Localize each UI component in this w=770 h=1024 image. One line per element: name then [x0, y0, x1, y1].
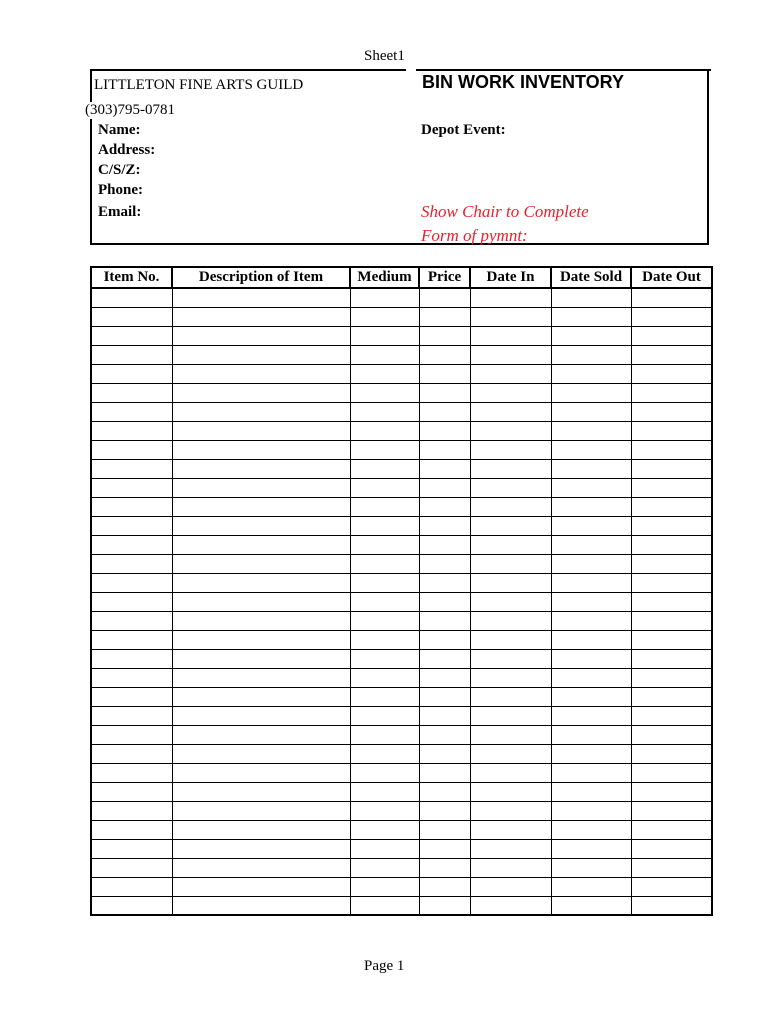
table-cell[interactable]	[350, 896, 419, 915]
table-row	[91, 326, 712, 345]
table-cell[interactable]	[350, 763, 419, 782]
table-cell[interactable]	[470, 345, 551, 364]
table-cell[interactable]	[91, 896, 172, 915]
table-cell[interactable]	[551, 706, 631, 725]
table-cell[interactable]	[172, 573, 350, 592]
table-row	[91, 440, 712, 459]
table-cell[interactable]	[350, 820, 419, 839]
table-cell[interactable]	[551, 668, 631, 687]
table-cell[interactable]	[631, 478, 712, 497]
table-cell[interactable]	[470, 801, 551, 820]
table-cell[interactable]	[350, 592, 419, 611]
table-cell[interactable]	[419, 706, 470, 725]
table-cell[interactable]	[350, 839, 419, 858]
table-row	[91, 877, 712, 896]
table-cell[interactable]	[350, 554, 419, 573]
table-cell[interactable]	[91, 649, 172, 668]
table-cell[interactable]	[551, 421, 631, 440]
table-cell[interactable]	[172, 668, 350, 687]
table-cell[interactable]	[631, 858, 712, 877]
table-cell[interactable]	[91, 839, 172, 858]
table-cell[interactable]	[470, 592, 551, 611]
table-cell[interactable]	[419, 573, 470, 592]
column-header-medium: Medium	[350, 267, 419, 288]
table-row	[91, 535, 712, 554]
table-cell[interactable]	[350, 877, 419, 896]
table-cell[interactable]	[419, 288, 470, 307]
table-row	[91, 307, 712, 326]
table-cell[interactable]	[470, 535, 551, 554]
table-row	[91, 763, 712, 782]
table-cell[interactable]	[631, 383, 712, 402]
table-cell[interactable]	[470, 725, 551, 744]
table-cell[interactable]	[91, 364, 172, 383]
table-cell[interactable]	[631, 725, 712, 744]
table-cell[interactable]	[350, 801, 419, 820]
table-cell[interactable]	[551, 858, 631, 877]
table-cell[interactable]	[470, 573, 551, 592]
table-cell[interactable]	[631, 421, 712, 440]
table-cell[interactable]	[551, 345, 631, 364]
table-cell[interactable]	[419, 421, 470, 440]
table-cell[interactable]	[172, 440, 350, 459]
table-row	[91, 288, 712, 307]
table-cell[interactable]	[631, 801, 712, 820]
table-cell[interactable]	[172, 592, 350, 611]
table-cell[interactable]	[551, 478, 631, 497]
table-cell[interactable]	[350, 497, 419, 516]
table-cell[interactable]	[551, 820, 631, 839]
table-cell[interactable]	[91, 820, 172, 839]
table-cell[interactable]	[470, 402, 551, 421]
table-cell[interactable]	[91, 706, 172, 725]
column-header-date-in: Date In	[470, 267, 551, 288]
table-cell[interactable]	[350, 535, 419, 554]
table-cell[interactable]	[91, 497, 172, 516]
table-row	[91, 782, 712, 801]
table-cell[interactable]	[172, 649, 350, 668]
table-cell[interactable]	[419, 820, 470, 839]
table-cell[interactable]	[631, 440, 712, 459]
table-cell[interactable]	[350, 516, 419, 535]
table-cell[interactable]	[172, 725, 350, 744]
table-cell[interactable]	[91, 611, 172, 630]
table-row	[91, 725, 712, 744]
table-cell[interactable]	[551, 896, 631, 915]
table-cell[interactable]	[551, 649, 631, 668]
table-row	[91, 706, 712, 725]
table-row	[91, 383, 712, 402]
table-cell[interactable]	[350, 706, 419, 725]
table-cell[interactable]	[470, 649, 551, 668]
table-cell[interactable]	[350, 364, 419, 383]
table-cell[interactable]	[470, 877, 551, 896]
table-cell[interactable]	[419, 516, 470, 535]
table-cell[interactable]	[350, 440, 419, 459]
table-row	[91, 497, 712, 516]
table-cell[interactable]	[419, 668, 470, 687]
table-cell[interactable]	[631, 706, 712, 725]
table-cell[interactable]	[419, 839, 470, 858]
table-cell[interactable]	[551, 630, 631, 649]
table-row	[91, 839, 712, 858]
table-cell[interactable]	[91, 421, 172, 440]
table-cell[interactable]	[631, 782, 712, 801]
table-cell[interactable]	[350, 649, 419, 668]
table-cell[interactable]	[551, 440, 631, 459]
table-cell[interactable]	[350, 630, 419, 649]
table-cell[interactable]	[419, 858, 470, 877]
table-cell[interactable]	[470, 858, 551, 877]
table-cell[interactable]	[350, 687, 419, 706]
table-cell[interactable]	[470, 364, 551, 383]
table-row	[91, 687, 712, 706]
table-cell[interactable]	[419, 877, 470, 896]
table-cell[interactable]	[172, 345, 350, 364]
table-cell[interactable]	[470, 687, 551, 706]
table-cell[interactable]	[172, 478, 350, 497]
table-cell[interactable]	[631, 763, 712, 782]
table-cell[interactable]	[350, 459, 419, 478]
column-header-date-sold: Date Sold	[551, 267, 631, 288]
table-cell[interactable]	[470, 421, 551, 440]
table-cell[interactable]	[631, 839, 712, 858]
guild-name: LITTLETON FINE ARTS GUILD	[94, 77, 304, 93]
table-cell[interactable]	[631, 592, 712, 611]
inventory-body	[91, 288, 712, 915]
table-cell[interactable]	[470, 782, 551, 801]
table-cell[interactable]	[631, 554, 712, 573]
table-cell[interactable]	[350, 478, 419, 497]
table-cell[interactable]	[631, 896, 712, 915]
table-cell[interactable]	[470, 516, 551, 535]
table-cell[interactable]	[172, 839, 350, 858]
table-cell[interactable]	[419, 801, 470, 820]
table-cell[interactable]	[419, 896, 470, 915]
table-cell[interactable]	[419, 497, 470, 516]
table-cell[interactable]	[350, 326, 419, 345]
table-header-row	[91, 267, 712, 288]
table-cell[interactable]	[419, 725, 470, 744]
table-cell[interactable]	[631, 630, 712, 649]
table-cell[interactable]	[631, 402, 712, 421]
table-row	[91, 402, 712, 421]
table-cell[interactable]	[470, 307, 551, 326]
table-cell[interactable]	[172, 459, 350, 478]
table-cell[interactable]	[91, 687, 172, 706]
table-cell[interactable]	[172, 554, 350, 573]
table-row	[91, 668, 712, 687]
table-cell[interactable]	[631, 364, 712, 383]
table-cell[interactable]	[91, 744, 172, 763]
table-cell[interactable]	[551, 326, 631, 345]
table-cell[interactable]	[172, 402, 350, 421]
table-cell[interactable]	[551, 782, 631, 801]
table-cell[interactable]	[551, 611, 631, 630]
table-cell[interactable]	[91, 345, 172, 364]
table-cell[interactable]	[350, 668, 419, 687]
table-cell[interactable]	[419, 307, 470, 326]
table-cell[interactable]	[470, 706, 551, 725]
table-cell[interactable]	[419, 440, 470, 459]
table-cell[interactable]	[631, 744, 712, 763]
table-cell[interactable]	[172, 383, 350, 402]
table-cell[interactable]	[419, 782, 470, 801]
table-cell[interactable]	[91, 801, 172, 820]
table-cell[interactable]	[91, 630, 172, 649]
table-cell[interactable]	[91, 440, 172, 459]
table-cell[interactable]	[551, 744, 631, 763]
table-cell[interactable]	[419, 402, 470, 421]
table-row	[91, 630, 712, 649]
table-row	[91, 896, 712, 915]
inventory-table	[90, 266, 713, 916]
table-cell[interactable]	[551, 801, 631, 820]
table-cell[interactable]	[91, 592, 172, 611]
table-cell[interactable]	[470, 896, 551, 915]
table-cell[interactable]	[470, 630, 551, 649]
table-cell[interactable]	[350, 611, 419, 630]
table-cell[interactable]	[551, 383, 631, 402]
table-cell[interactable]	[91, 763, 172, 782]
table-cell[interactable]	[631, 573, 712, 592]
table-cell[interactable]	[91, 877, 172, 896]
table-cell[interactable]	[631, 459, 712, 478]
table-cell[interactable]	[419, 763, 470, 782]
table-cell[interactable]	[470, 839, 551, 858]
table-cell[interactable]	[470, 288, 551, 307]
table-cell[interactable]	[172, 744, 350, 763]
table-cell[interactable]	[172, 763, 350, 782]
table-cell[interactable]	[350, 573, 419, 592]
table-cell[interactable]	[551, 516, 631, 535]
table-cell[interactable]	[419, 554, 470, 573]
table-cell[interactable]	[470, 763, 551, 782]
table-row	[91, 364, 712, 383]
table-cell[interactable]	[470, 820, 551, 839]
table-cell[interactable]	[419, 459, 470, 478]
table-cell[interactable]	[172, 535, 350, 554]
column-header-item-no: Item No.	[91, 267, 172, 288]
column-header-date-out: Date Out	[631, 267, 712, 288]
table-cell[interactable]	[172, 896, 350, 915]
table-cell[interactable]	[172, 497, 350, 516]
table-cell[interactable]	[551, 592, 631, 611]
sheet-title: Sheet1	[364, 48, 405, 64]
table-cell[interactable]	[350, 402, 419, 421]
phone-label: Phone:	[98, 182, 143, 198]
table-row	[91, 345, 712, 364]
table-cell[interactable]	[551, 839, 631, 858]
page-number: Page 1	[364, 958, 405, 974]
table-cell[interactable]	[470, 459, 551, 478]
table-cell[interactable]	[419, 592, 470, 611]
table-cell[interactable]	[470, 611, 551, 630]
table-cell[interactable]	[350, 383, 419, 402]
table-cell[interactable]	[172, 288, 350, 307]
table-cell[interactable]	[551, 877, 631, 896]
table-cell[interactable]	[350, 858, 419, 877]
table-cell[interactable]	[350, 744, 419, 763]
guild-phone: (303)795-0781	[85, 102, 175, 118]
table-row	[91, 744, 712, 763]
table-cell[interactable]	[350, 307, 419, 326]
table-cell[interactable]	[631, 326, 712, 345]
table-cell[interactable]	[172, 516, 350, 535]
table-cell[interactable]	[470, 668, 551, 687]
table-cell[interactable]	[551, 459, 631, 478]
table-cell[interactable]	[172, 820, 350, 839]
table-cell[interactable]	[172, 307, 350, 326]
table-cell[interactable]	[419, 744, 470, 763]
table-cell[interactable]	[172, 782, 350, 801]
table-cell[interactable]	[419, 611, 470, 630]
table-cell[interactable]	[172, 421, 350, 440]
table-cell[interactable]	[419, 535, 470, 554]
table-cell[interactable]	[631, 668, 712, 687]
table-cell[interactable]	[350, 421, 419, 440]
table-cell[interactable]	[172, 706, 350, 725]
table-cell[interactable]	[91, 725, 172, 744]
column-header-price: Price	[419, 267, 470, 288]
table-cell[interactable]	[350, 782, 419, 801]
table-cell[interactable]	[419, 649, 470, 668]
table-cell[interactable]	[91, 554, 172, 573]
table-row	[91, 554, 712, 573]
table-cell[interactable]	[419, 326, 470, 345]
table-cell[interactable]	[631, 535, 712, 554]
depot-event-label: Depot Event:	[421, 122, 506, 138]
table-cell[interactable]	[350, 725, 419, 744]
table-cell[interactable]	[631, 307, 712, 326]
table-cell[interactable]	[91, 668, 172, 687]
table-cell[interactable]	[551, 573, 631, 592]
table-cell[interactable]	[470, 440, 551, 459]
table-cell[interactable]	[631, 877, 712, 896]
table-cell[interactable]	[551, 763, 631, 782]
table-cell[interactable]	[350, 345, 419, 364]
table-cell[interactable]	[172, 611, 350, 630]
table-cell[interactable]	[631, 687, 712, 706]
table-cell[interactable]	[470, 478, 551, 497]
table-cell[interactable]	[91, 307, 172, 326]
table-cell[interactable]	[470, 744, 551, 763]
table-row	[91, 459, 712, 478]
table-cell[interactable]	[551, 554, 631, 573]
table-cell[interactable]	[172, 877, 350, 896]
table-cell[interactable]	[551, 725, 631, 744]
table-cell[interactable]	[350, 288, 419, 307]
table-cell[interactable]	[91, 478, 172, 497]
table-row	[91, 820, 712, 839]
header-box	[90, 70, 709, 245]
table-cell[interactable]	[551, 402, 631, 421]
table-row	[91, 573, 712, 592]
table-cell[interactable]	[172, 858, 350, 877]
table-cell[interactable]	[419, 687, 470, 706]
note-line-1: Show Chair to Complete	[421, 202, 589, 221]
table-cell[interactable]	[91, 402, 172, 421]
table-cell[interactable]	[631, 611, 712, 630]
table-cell[interactable]	[172, 630, 350, 649]
table-cell[interactable]	[172, 326, 350, 345]
table-cell[interactable]	[551, 497, 631, 516]
note-line-2: Form of pymnt:	[421, 226, 528, 245]
table-row	[91, 611, 712, 630]
table-cell[interactable]	[551, 687, 631, 706]
form-title: BIN WORK INVENTORY	[422, 72, 625, 92]
table-cell[interactable]	[631, 497, 712, 516]
table-cell[interactable]	[631, 649, 712, 668]
table-cell[interactable]	[470, 383, 551, 402]
table-cell[interactable]	[91, 459, 172, 478]
table-cell[interactable]	[172, 364, 350, 383]
table-row	[91, 421, 712, 440]
name-label: Name:	[98, 122, 141, 138]
table-row	[91, 478, 712, 497]
table-cell[interactable]	[91, 573, 172, 592]
email-label: Email:	[98, 204, 142, 220]
table-row	[91, 516, 712, 535]
table-cell[interactable]	[91, 858, 172, 877]
table-cell[interactable]	[419, 478, 470, 497]
table-cell[interactable]	[470, 326, 551, 345]
csz-label: C/S/Z:	[98, 162, 141, 178]
table-cell[interactable]	[470, 497, 551, 516]
table-cell[interactable]	[470, 554, 551, 573]
table-cell[interactable]	[91, 782, 172, 801]
address-label: Address:	[98, 142, 156, 158]
table-cell[interactable]	[631, 820, 712, 839]
table-cell[interactable]	[91, 383, 172, 402]
table-cell[interactable]	[91, 288, 172, 307]
table-cell[interactable]	[551, 535, 631, 554]
table-cell[interactable]	[91, 516, 172, 535]
table-cell[interactable]	[551, 364, 631, 383]
table-row	[91, 592, 712, 611]
table-row	[91, 858, 712, 877]
table-cell[interactable]	[631, 288, 712, 307]
table-cell[interactable]	[631, 516, 712, 535]
table-cell[interactable]	[172, 801, 350, 820]
table-row	[91, 649, 712, 668]
table-row	[91, 801, 712, 820]
table-cell[interactable]	[172, 687, 350, 706]
column-header-description: Description of Item	[172, 267, 350, 288]
table-cell[interactable]	[551, 307, 631, 326]
table-cell[interactable]	[419, 345, 470, 364]
table-cell[interactable]	[551, 288, 631, 307]
table-cell[interactable]	[419, 364, 470, 383]
table-cell[interactable]	[631, 345, 712, 364]
table-cell[interactable]	[419, 383, 470, 402]
table-cell[interactable]	[91, 535, 172, 554]
table-cell[interactable]	[91, 326, 172, 345]
table-cell[interactable]	[419, 630, 470, 649]
